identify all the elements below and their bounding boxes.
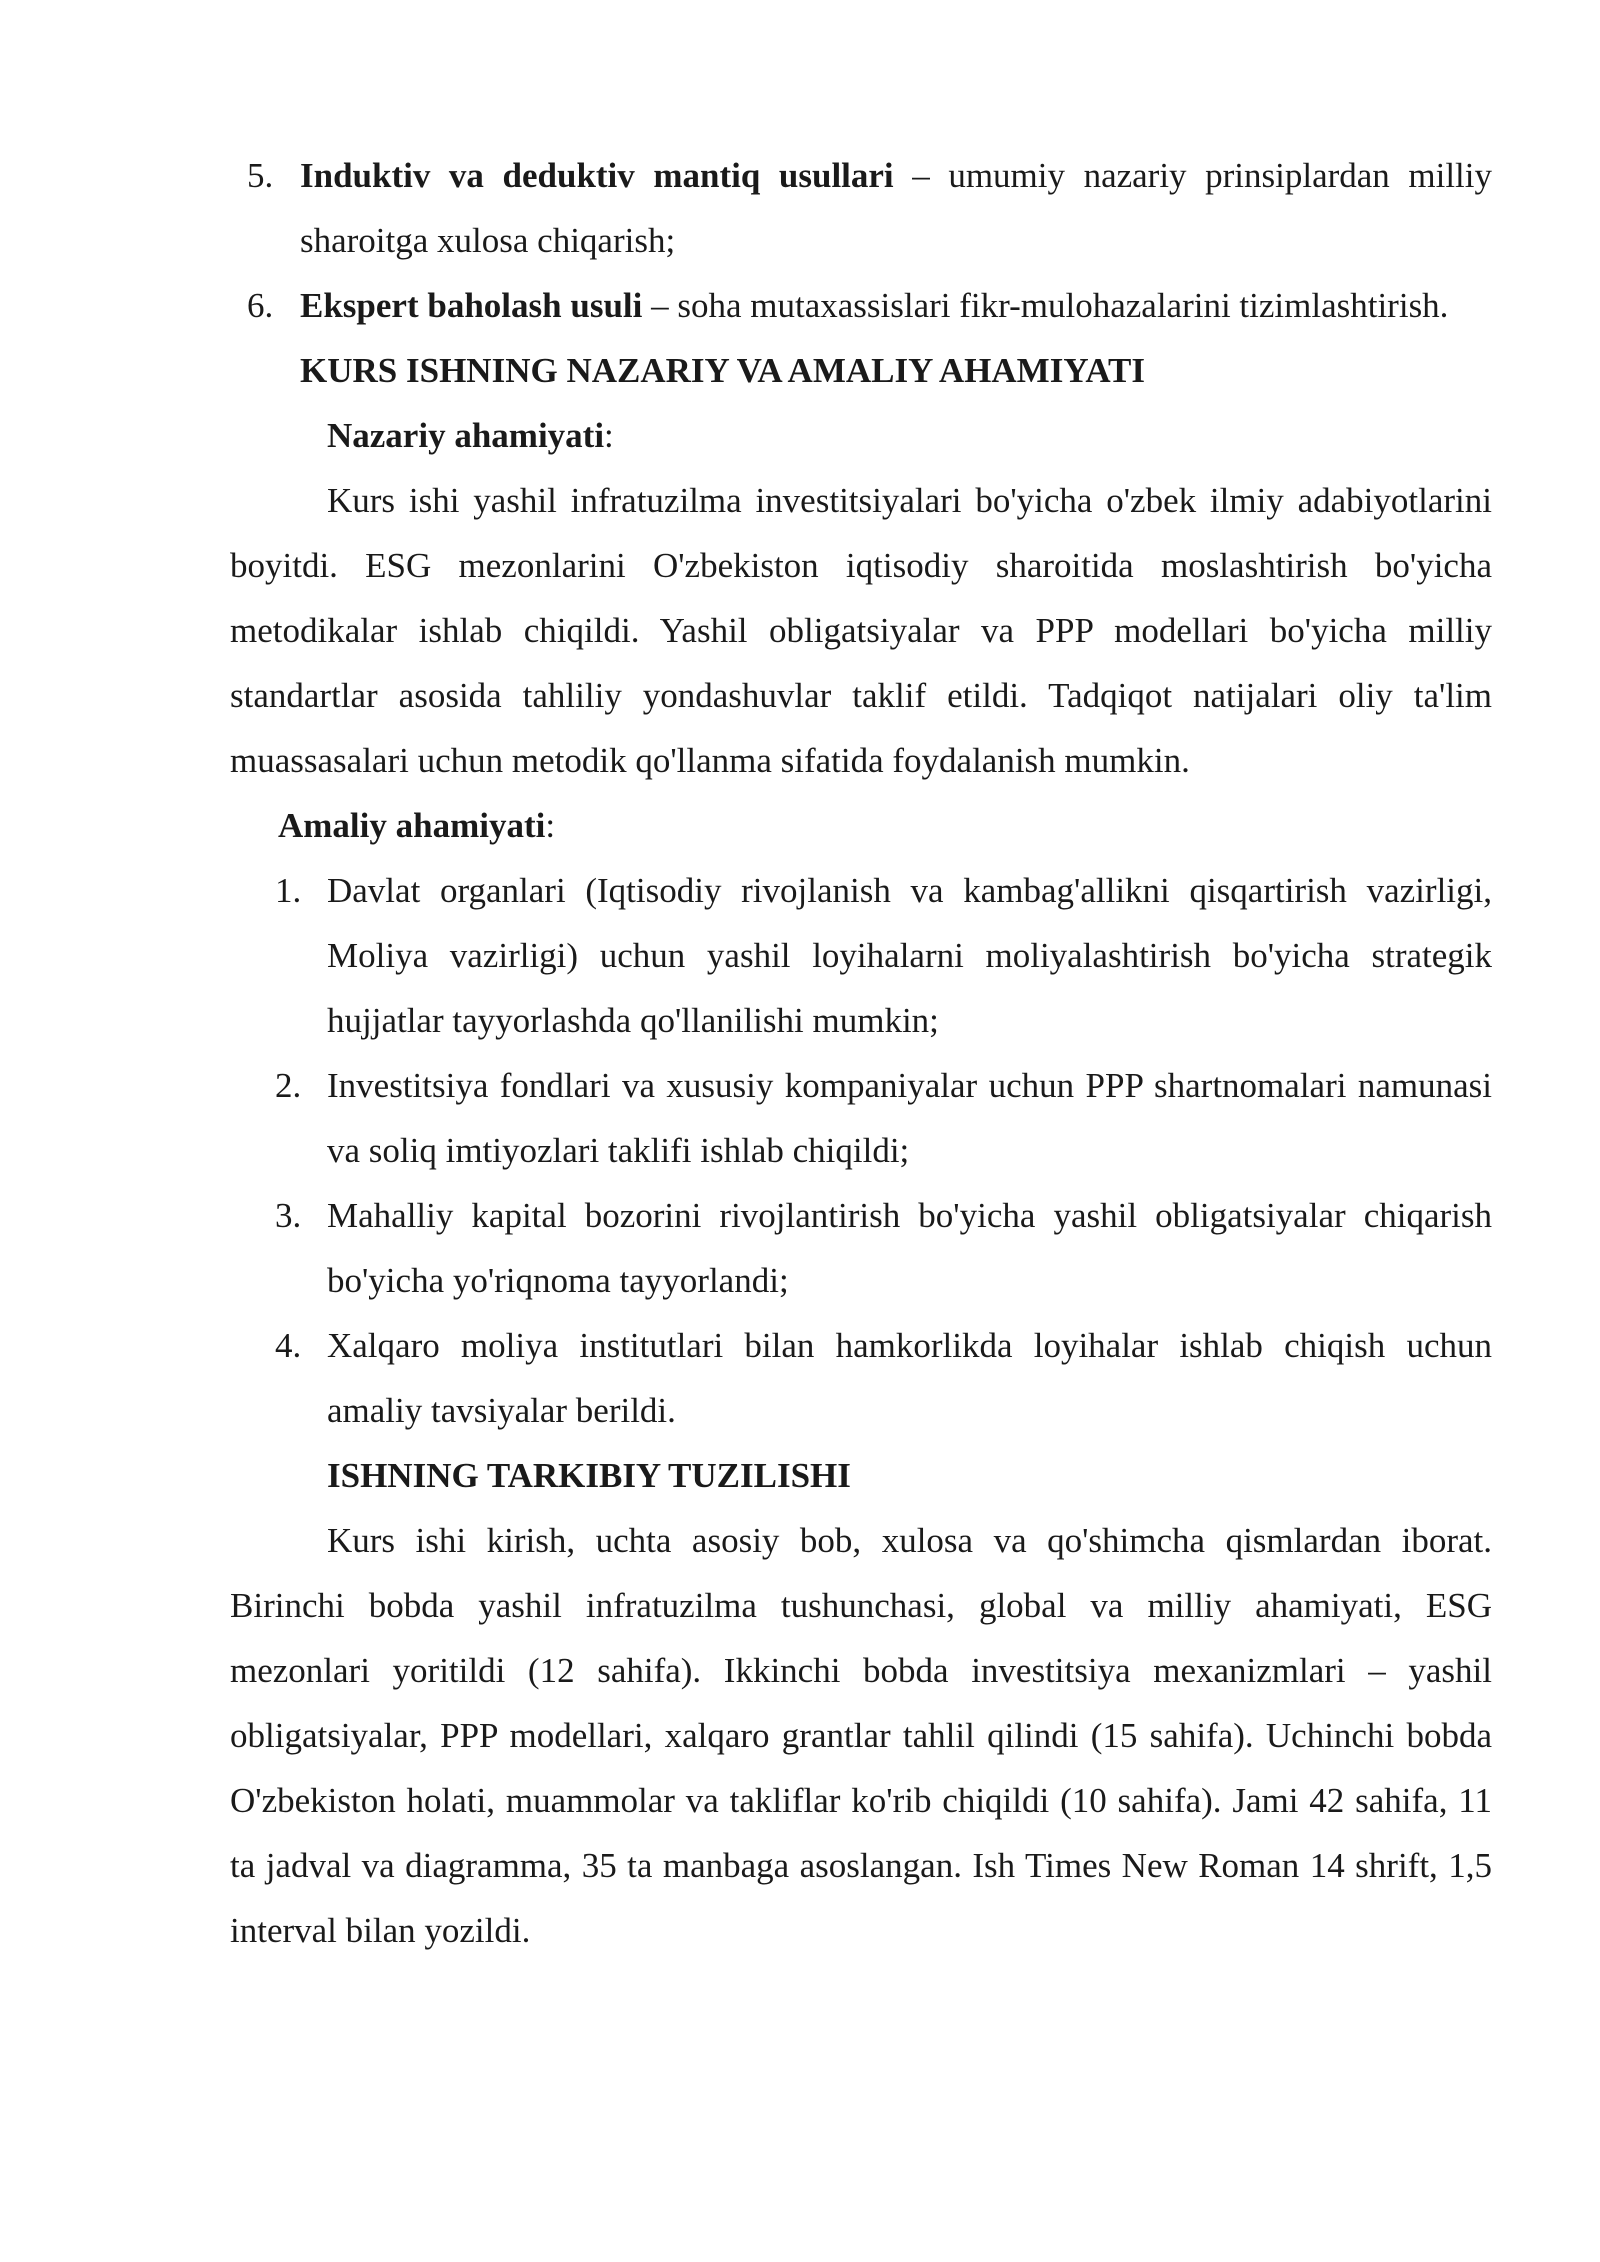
subheading-amaliy bbox=[230, 793, 1492, 858]
list-text: – soha mutaxassislari fikr-mulohazalarini tizimlashtirish. bbox=[642, 286, 1449, 325]
subheading-amaliy-colon: : bbox=[545, 806, 556, 845]
section-heading-ahamiyati: KURS ISHNING NAZARIY VA AMALIY AHAMIYATI bbox=[300, 351, 1146, 390]
methods-list bbox=[230, 143, 1492, 338]
subheading-nazariy-label: Nazariy ahamiyati bbox=[327, 416, 605, 455]
list-item bbox=[230, 1313, 1492, 1443]
list-item bbox=[230, 858, 1492, 1053]
section-heading-tuzilishi: ISHNING TARKIBIY TUZILISHI bbox=[327, 1456, 851, 1495]
amaliy-list bbox=[230, 858, 1492, 1443]
list-text: Investitsiya fondlari va xususiy kompaniyalar uchun PPP shartnomalari namunasi va soliq imtiyozlari taklifi ishlab chiqildi; bbox=[327, 1066, 1492, 1170]
list-number: 1. bbox=[275, 871, 302, 910]
list-item bbox=[230, 273, 1492, 338]
list-term: Ekspert baholash usuli bbox=[300, 286, 643, 325]
list-item bbox=[230, 143, 1492, 273]
list-term: Induktiv va deduktiv mantiq usullari bbox=[300, 156, 894, 195]
list-number: 3. bbox=[275, 1196, 302, 1235]
list-number: 4. bbox=[275, 1326, 302, 1365]
subheading-nazariy-colon: : bbox=[604, 416, 614, 455]
list-number: 2. bbox=[275, 1066, 302, 1105]
list-number: 5. bbox=[247, 156, 274, 195]
list-text: Xalqaro moliya institutlari bilan hamkorlikda loyihalar ishlab chiqish uchun amaliy tavsiyalar berildi. bbox=[327, 1326, 1492, 1430]
document-page bbox=[230, 143, 1492, 1963]
subheading-nazariy bbox=[230, 403, 1492, 468]
list-number: 6. bbox=[247, 286, 274, 325]
list-item bbox=[230, 1053, 1492, 1183]
tuzilishi-paragraph: Kurs ishi kirish, uchta asosiy bob, xulosa va qo'shimcha qismlardan iborat. Birinchi bobda yashil infratuzilma tushunchasi, global va milliy ahamiyati, ESG mezonlari yoritildi (12 sahifa). Ikkinchi bobda investitsiya mexanizmlari – yashil obligatsiyalar, PPP modellari, xalqaro grantlar tahlil qilindi (15 sahifa). Uchinchi bobda O'zbekiston holati, muammolar va takliflar ko'rib chiqildi (10 sahifa). Jami 42 sahifa, 11 ta jadval va diagramma, 35 ta manbaga asoslangan. Ish Times New Roman 14 shrift, 1,5 interval bilan yozildi. bbox=[230, 1521, 1492, 1950]
list-text: – umumiy nazariy prinsiplardan milliy sharoitga xulosa chiqarish; bbox=[300, 156, 1492, 260]
subheading-amaliy-label: Amaliy ahamiyati bbox=[278, 806, 546, 845]
list-item bbox=[230, 1183, 1492, 1313]
list-text: Mahalliy kapital bozorini rivojlantirish bo'yicha yashil obligatsiyalar chiqarish bo'yicha yo'riqnoma tayyorlandi; bbox=[327, 1196, 1492, 1300]
list-text: Davlat organlari (Iqtisodiy rivojlanish va kambag'allikni qisqartirish vazirligi, Moliya vazirligi) uchun yashil loyihalarni moliyalashtirish bo'yicha strategik hujjatlar tayyorlashda qo'llanilishi mumkin; bbox=[327, 871, 1492, 1040]
nazariy-paragraph: Kurs ishi yashil infratuzilma investitsiyalari bo'yicha o'zbek ilmiy adabiyotlarini boyitdi. ESG mezonlarini O'zbekiston iqtisodiy sharoitida moslashtirish bo'yicha metodikalar ishlab chiqildi. Yashil obligatsiyalar va PPP modellari bo'yicha milliy standartlar asosida tahliliy yondashuvlar taklif etildi. Tadqiqot natijalari oliy ta'lim muassasalari uchun metodik qo'llanma sifatida foydalanish mumkin. bbox=[230, 481, 1492, 780]
